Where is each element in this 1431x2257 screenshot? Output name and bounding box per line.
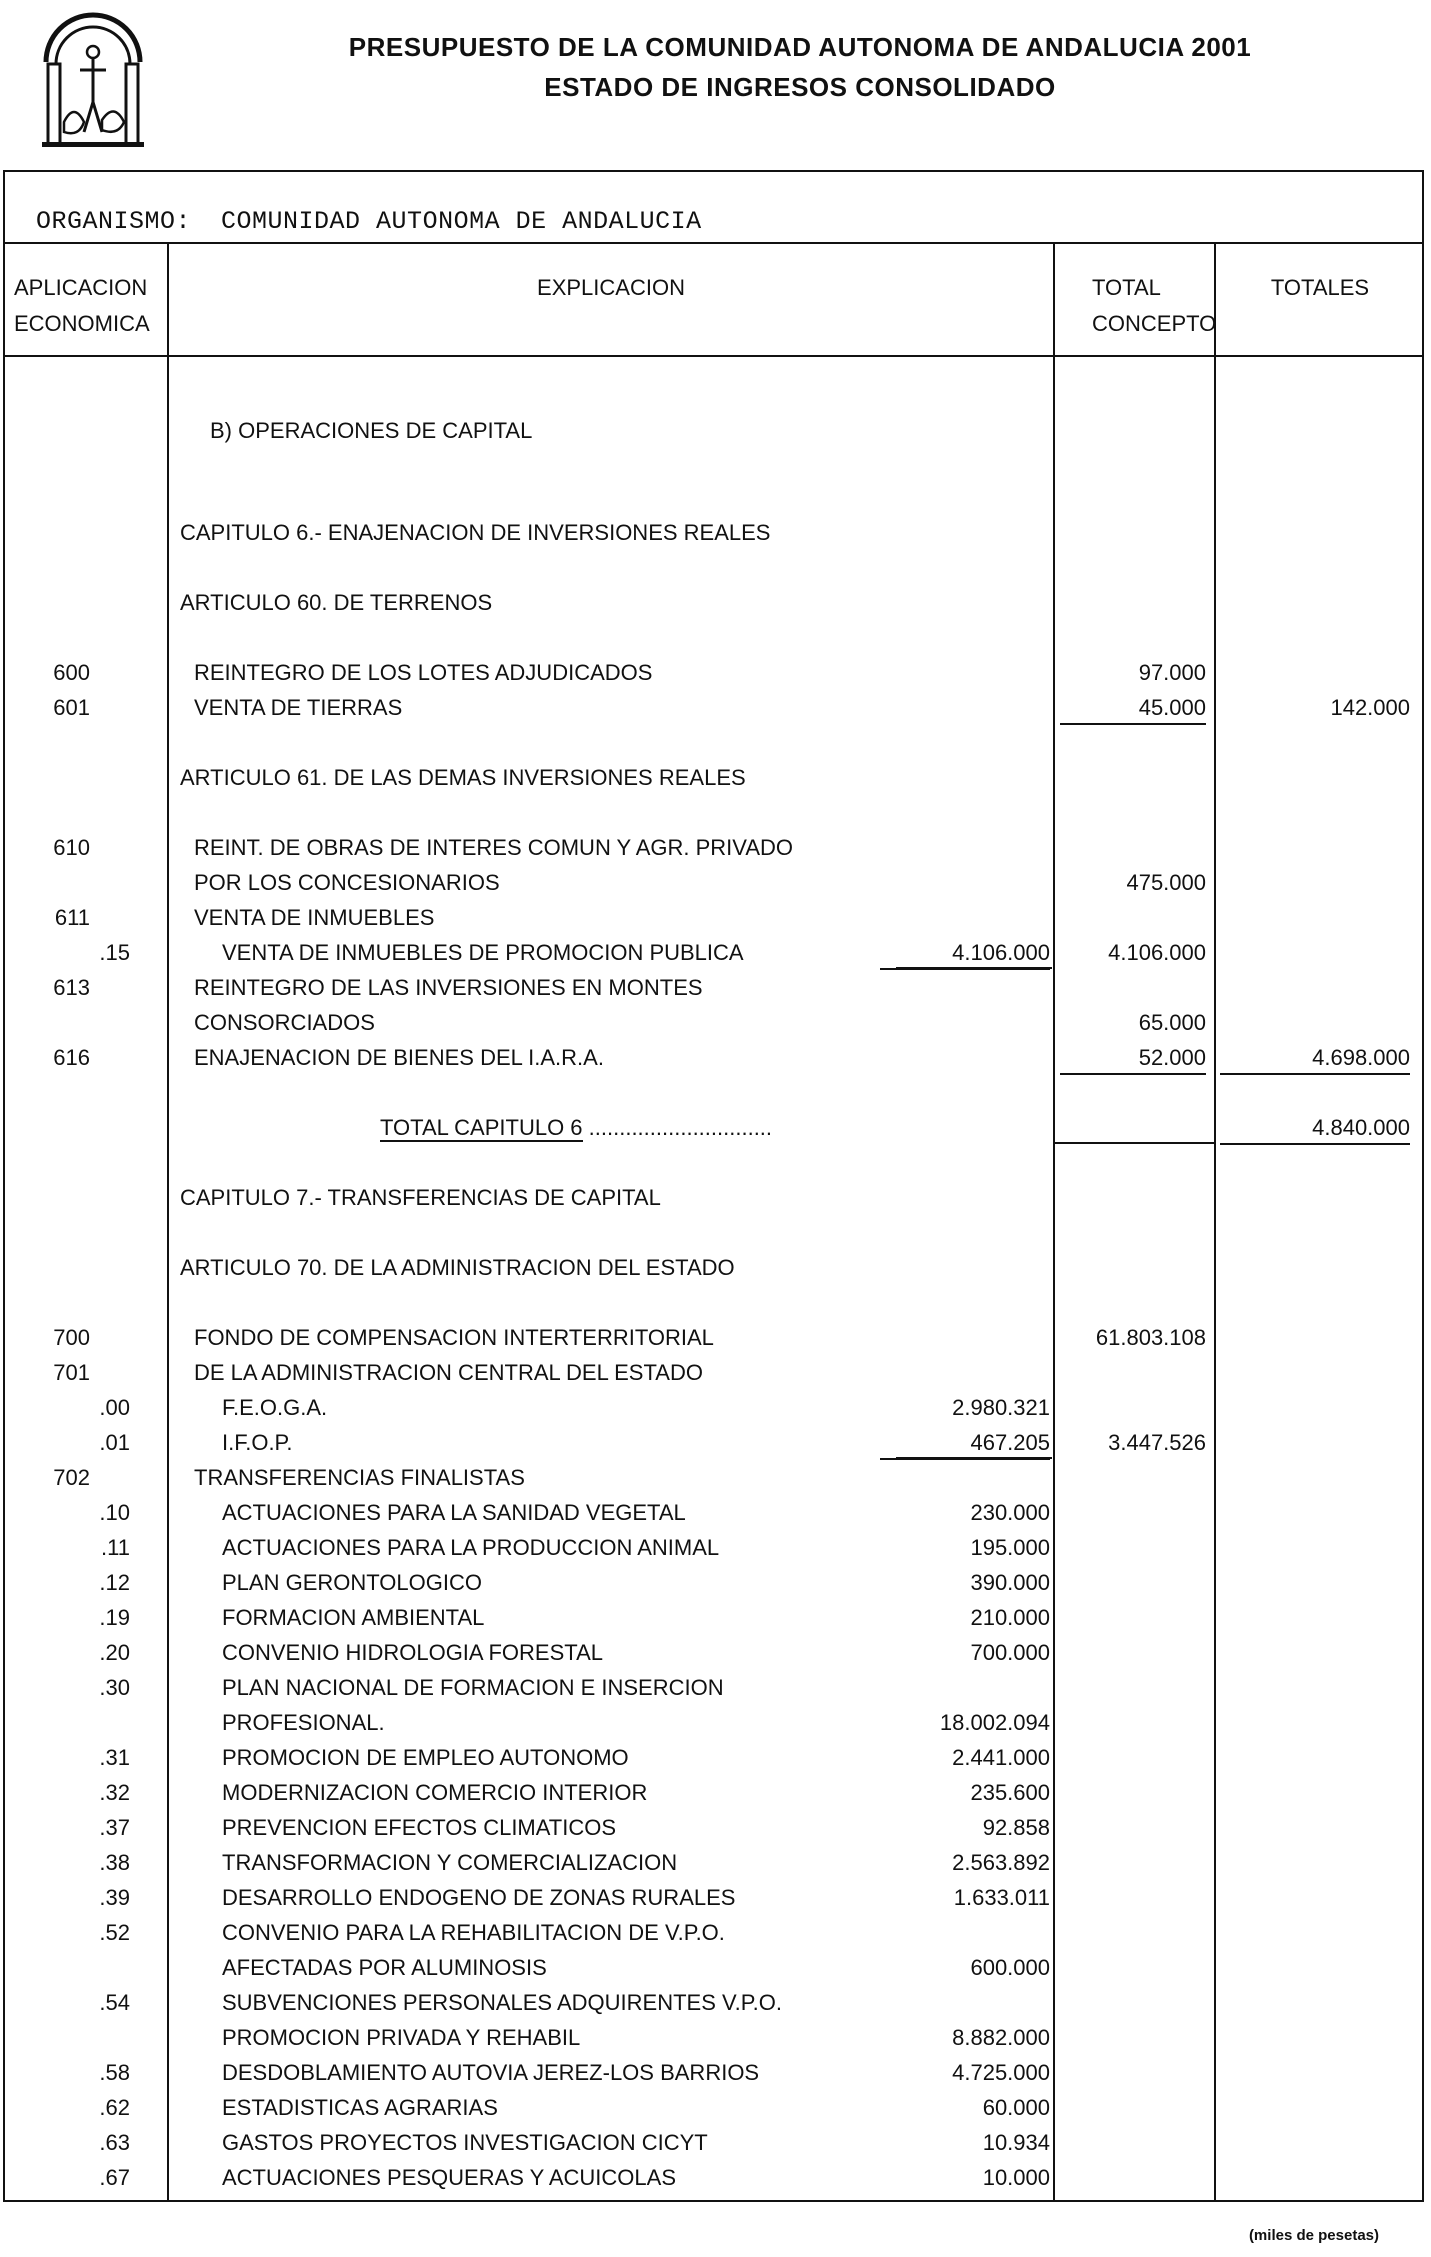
row-code: .67 xyxy=(99,2165,130,2190)
row-subtotal: 18.002.094 xyxy=(939,1710,1050,1735)
row-explicacion: ESTADISTICAS AGRARIAS xyxy=(222,2095,498,2120)
row-explicacion: ARTICULO 70. DE LA ADMINISTRACION DEL ESTADO xyxy=(180,1255,735,1280)
row-code: .52 xyxy=(99,1920,130,1945)
row-explicacion: AFECTADAS POR ALUMINOSIS xyxy=(222,1955,547,1980)
row-explicacion: I.F.O.P. xyxy=(222,1430,293,1455)
organismo-value: COMUNIDAD AUTONOMA DE ANDALUCIA xyxy=(221,207,702,236)
row-explicacion: ENAJENACION DE BIENES DEL I.A.R.A. xyxy=(194,1045,604,1070)
row-explicacion: PLAN GERONTOLOGICO xyxy=(222,1570,482,1595)
row-totales: 4.840.000 xyxy=(1220,1113,1410,1145)
row-explicacion: PREVENCION EFECTOS CLIMATICOS xyxy=(222,1815,617,1840)
row-code: 601 xyxy=(53,695,90,720)
col-aplicacion-line2: ECONOMICA xyxy=(14,311,150,336)
row-code: 613 xyxy=(53,975,90,1000)
row-explicacion: MODERNIZACION COMERCIO INTERIOR xyxy=(222,1780,648,1805)
col-aplicacion-header xyxy=(14,270,150,342)
row-explicacion: GASTOS PROYECTOS INVESTIGACION CICYT xyxy=(222,2130,708,2155)
row-explicacion: ARTICULO 61. DE LAS DEMAS INVERSIONES REALES xyxy=(180,765,746,790)
row-subtotal: 8.882.000 xyxy=(952,2025,1050,2050)
document-subtitle: ESTADO DE INGRESOS CONSOLIDADO xyxy=(544,72,1056,102)
row-code: 702 xyxy=(53,1465,90,1490)
row-code: .00 xyxy=(99,1395,130,1420)
row-explicacion: FORMACION AMBIENTAL xyxy=(222,1605,485,1630)
units-note: (miles de pesetas) xyxy=(1248,2227,1379,2244)
row-subtotal: 1.633.011 xyxy=(953,1885,1050,1910)
row-explicacion: VENTA DE INMUEBLES DE PROMOCION PUBLICA xyxy=(222,940,744,965)
header-bottom-rule xyxy=(3,355,1424,357)
row-total-concepto: 4.106.000 xyxy=(1108,940,1206,965)
row-code: .19 xyxy=(99,1605,130,1630)
row-code: .62 xyxy=(99,2095,130,2120)
row-explicacion: PLAN NACIONAL DE FORMACION E INSERCION xyxy=(222,1675,724,1700)
row-code: .10 xyxy=(99,1500,130,1525)
row-total-concepto: 61.803.108 xyxy=(1095,1325,1206,1350)
row-code: 610 xyxy=(53,835,90,860)
row-subtotal: 700.000 xyxy=(970,1640,1050,1665)
row-explicacion: F.E.O.G.A. xyxy=(222,1395,328,1420)
row-code: .39 xyxy=(99,1885,130,1910)
row-subtotal: 4.725.000 xyxy=(952,2060,1050,2085)
row-subtotal: 2.980.321 xyxy=(952,1395,1050,1420)
row-explicacion: FONDO DE COMPENSACION INTERTERRITORIAL xyxy=(194,1325,714,1350)
row-explicacion: REINT. DE OBRAS DE INTERES COMUN Y AGR. PRIVADO xyxy=(194,835,794,860)
row-subtotal: 230.000 xyxy=(970,1500,1050,1525)
row-subtotal: 10.934 xyxy=(982,2130,1050,2155)
capitulo-total-rule xyxy=(1054,1142,1214,1144)
row-explicacion: CONVENIO PARA LA REHABILITACION DE V.P.O. xyxy=(222,1920,725,1945)
row-subtotal: 195.000 xyxy=(970,1535,1050,1560)
row-code: .54 xyxy=(99,1990,130,2015)
row-subtotal: 60.000 xyxy=(982,2095,1050,2120)
document-title: PRESUPUESTO DE LA COMUNIDAD AUTONOMA DE ANDALUCIA 2001 xyxy=(348,32,1252,62)
col-totales-header: TOTALES xyxy=(1270,275,1370,300)
column-rule-3 xyxy=(1214,242,1216,2202)
row-code: .11 xyxy=(101,1535,130,1560)
row-explicacion: ACTUACIONES PARA LA SANIDAD VEGETAL xyxy=(222,1500,686,1525)
row-explicacion: VENTA DE INMUEBLES xyxy=(194,905,435,930)
row-code: .01 xyxy=(99,1430,130,1455)
row-total-concepto: 52.000 xyxy=(1060,1043,1206,1075)
col-aplicacion-line1: APLICACION xyxy=(14,275,148,300)
row-code: 600 xyxy=(53,660,90,685)
row-code: .15 xyxy=(99,940,130,965)
row-total-concepto: 3.447.526 xyxy=(1108,1430,1206,1455)
row-subtotal: 2.441.000 xyxy=(952,1745,1050,1770)
row-totales: 4.698.000 xyxy=(1220,1043,1410,1075)
row-explicacion xyxy=(380,1113,1050,1143)
row-explicacion: PROMOCION PRIVADA Y REHABIL xyxy=(222,2025,581,2050)
row-explicacion: CAPITULO 7.- TRANSFERENCIAS DE CAPITAL xyxy=(180,1185,661,1210)
row-explicacion: DE LA ADMINISTRACION CENTRAL DEL ESTADO xyxy=(194,1360,703,1385)
row-code: 616 xyxy=(53,1045,90,1070)
row-total-concepto: 65.000 xyxy=(1138,1010,1206,1035)
header-top-rule xyxy=(3,242,1424,244)
row-explicacion: DESDOBLAMIENTO AUTOVIA JEREZ-LOS BARRIOS xyxy=(222,2060,760,2085)
row-subtotal: 10.000 xyxy=(982,2165,1050,2190)
row-explicacion: SUBVENCIONES PERSONALES ADQUIRENTES V.P.O. xyxy=(222,1990,782,2015)
organismo-line xyxy=(36,207,732,236)
col-total-concepto-header xyxy=(1092,270,1216,342)
row-explicacion: TRANSFORMACION Y COMERCIALIZACION xyxy=(222,1850,678,1875)
organismo-label: ORGANISMO: xyxy=(36,207,192,236)
row-code: 701 xyxy=(53,1360,90,1385)
andalucia-coat-of-arms-icon xyxy=(34,2,152,150)
row-code: .58 xyxy=(99,2060,130,2085)
row-explicacion: PROFESIONAL. xyxy=(222,1710,385,1735)
row-explicacion: B) OPERACIONES DE CAPITAL xyxy=(210,418,533,443)
leader-dots: .............................. xyxy=(582,1115,773,1140)
row-explicacion: TRANSFERENCIAS FINALISTAS xyxy=(194,1465,525,1490)
row-explicacion: CAPITULO 6.- ENAJENACION DE INVERSIONES REALES xyxy=(180,520,771,545)
row-subtotal: 600.000 xyxy=(970,1955,1050,1980)
row-subtotal: 4.106.000 xyxy=(880,938,1050,970)
row-code: .63 xyxy=(99,2130,130,2155)
total-capitulo-label: TOTAL CAPITULO 6 xyxy=(380,1115,583,1140)
row-explicacion: REINTEGRO DE LOS LOTES ADJUDICADOS xyxy=(194,660,653,685)
row-explicacion: CONVENIO HIDROLOGIA FORESTAL xyxy=(222,1640,603,1665)
row-subtotal: 92.858 xyxy=(982,1815,1050,1840)
row-subtotal: 390.000 xyxy=(970,1570,1050,1595)
col-explicacion-header: EXPLICACION xyxy=(537,275,685,300)
row-code: .31 xyxy=(99,1745,130,1770)
row-totales: 142.000 xyxy=(1330,695,1410,720)
row-code: 700 xyxy=(53,1325,90,1350)
row-explicacion: CONSORCIADOS xyxy=(194,1010,375,1035)
row-code: .20 xyxy=(99,1640,130,1665)
row-code: .32 xyxy=(99,1780,130,1805)
row-subtotal: 2.563.892 xyxy=(952,1850,1050,1875)
row-code: .12 xyxy=(99,1570,130,1595)
row-explicacion: ARTICULO 60. DE TERRENOS xyxy=(180,590,493,615)
row-total-concepto: 45.000 xyxy=(1060,693,1206,725)
row-code: .37 xyxy=(99,1815,130,1840)
col-total-line2: CONCEPTO xyxy=(1092,311,1217,336)
row-total-concepto: 97.000 xyxy=(1138,660,1206,685)
row-explicacion: POR LOS CONCESIONARIOS xyxy=(194,870,500,895)
column-rule-2 xyxy=(1053,242,1055,2202)
row-total-concepto: 475.000 xyxy=(1126,870,1206,895)
row-subtotal: 210.000 xyxy=(970,1605,1050,1630)
row-explicacion: REINTEGRO DE LAS INVERSIONES EN MONTES xyxy=(194,975,703,1000)
row-explicacion: ACTUACIONES PESQUERAS Y ACUICOLAS xyxy=(222,2165,676,2190)
column-rule-1 xyxy=(167,242,169,2202)
row-explicacion: VENTA DE TIERRAS xyxy=(194,695,403,720)
col-total-line1: TOTAL xyxy=(1092,275,1161,300)
row-code: 611 xyxy=(54,905,90,930)
subtotal-rule-15 xyxy=(896,967,1052,969)
row-subtotal: 467.205 xyxy=(880,1428,1050,1460)
row-code: .30 xyxy=(99,1675,130,1700)
subtotal-rule-01 xyxy=(896,1457,1052,1459)
row-explicacion: PROMOCION DE EMPLEO AUTONOMO xyxy=(222,1745,629,1770)
row-code: .38 xyxy=(99,1850,130,1875)
row-subtotal: 235.600 xyxy=(970,1780,1050,1805)
row-explicacion: ACTUACIONES PARA LA PRODUCCION ANIMAL xyxy=(222,1535,720,1560)
row-explicacion: DESARROLLO ENDOGENO DE ZONAS RURALES xyxy=(222,1885,736,1910)
